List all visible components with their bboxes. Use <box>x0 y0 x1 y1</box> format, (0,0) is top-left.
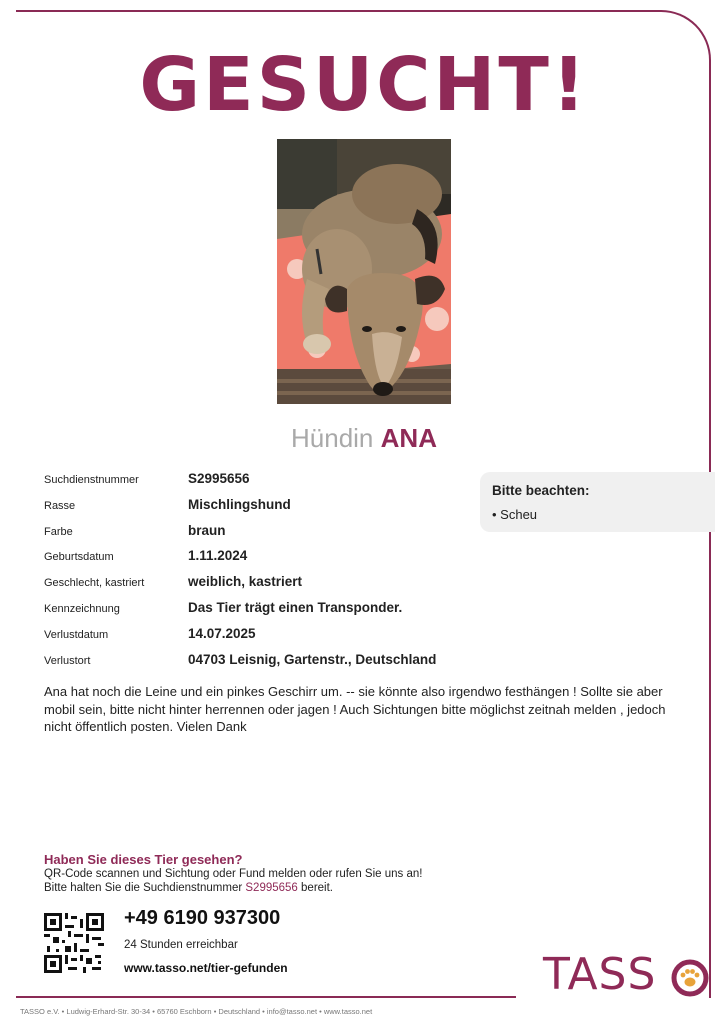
fact-value: S2995656 <box>188 471 250 486</box>
footer-address: TASSO e.V. • Ludwig-Erhard-Str. 30-34 • 65760 Eschborn • Deutschland • info@tasso.net • www.tasso.net <box>20 1007 373 1016</box>
fact-row <box>44 652 448 678</box>
fact-value: 04703 Leisnig, Gartenstr., Deutschland <box>188 651 437 667</box>
fact-row <box>44 626 448 652</box>
notice-item: • Scheu <box>492 507 538 522</box>
phone-number[interactable]: +49 6190 937300 <box>124 907 281 929</box>
paw-icon <box>670 958 710 998</box>
fact-row <box>44 471 448 497</box>
dog-photo <box>277 139 451 404</box>
animal-name: ANA <box>380 423 437 453</box>
qr-code-icon[interactable] <box>44 913 104 973</box>
report-link[interactable]: www.tasso.net/tier-gefunden <box>124 961 288 975</box>
fact-label: Rasse <box>44 499 76 512</box>
contact-heading: Haben Sie dieses Tier gesehen? <box>44 852 243 867</box>
fact-row <box>44 523 448 549</box>
notice-heading: Bitte beachten: <box>492 483 590 498</box>
fact-label: Kennzeichnung <box>44 602 120 615</box>
contact-reference-line <box>44 882 333 894</box>
contact-reference-post: bereit. <box>297 882 333 894</box>
fact-label: Farbe <box>44 525 73 538</box>
fact-value: braun <box>188 522 226 538</box>
notice-box <box>480 472 715 532</box>
contact-reference-pre: Bitte halten Sie die Suchdienstnummer <box>44 882 246 894</box>
fact-row <box>44 548 448 574</box>
animal-gender: Hündin <box>291 423 374 453</box>
fact-value: weiblich, kastriert <box>188 574 303 590</box>
facts-table <box>44 471 448 677</box>
contact-reference-number: S2995656 <box>245 882 298 894</box>
fact-value: Mischlingshund <box>188 496 291 512</box>
description-text: Ana hat noch die Leine und ein pinkes Geschirr um. -- sie könnte also irgendwo festhängen ! Sollte sie aber mobil sein, bitte nicht hinter herrennen oder jagen ! Auch Sichtungen bitte möglichst zeitnah melden , jedoch nicht öffentlich posten. Vielen Dank <box>44 684 666 734</box>
fact-row <box>44 497 448 523</box>
availability-text: 24 Stunden erreichbar <box>124 939 238 951</box>
fact-value: 1.11.2024 <box>188 548 248 564</box>
fact-row <box>44 574 448 600</box>
fact-value: 14.07.2025 <box>188 625 256 641</box>
fact-label: Suchdienstnummer <box>44 474 139 486</box>
dog-illustration <box>277 139 451 404</box>
tasso-logo: TASS <box>543 949 657 1000</box>
fact-label: Geburtsdatum <box>44 551 114 564</box>
contact-instruction: QR-Code scannen und Sichtung oder Fund melden oder rufen Sie uns an! <box>44 868 423 880</box>
headline: GESUCHT! <box>139 42 589 128</box>
animal-title <box>0 423 728 454</box>
fact-row <box>44 600 448 626</box>
frame-bottom-line <box>16 996 516 998</box>
fact-label: Verlustort <box>44 654 91 667</box>
fact-value: Das Tier trägt einen Transponder. <box>188 599 403 615</box>
fact-label: Verlustdatum <box>44 628 109 641</box>
fact-label: Geschlecht, kastriert <box>44 577 145 590</box>
